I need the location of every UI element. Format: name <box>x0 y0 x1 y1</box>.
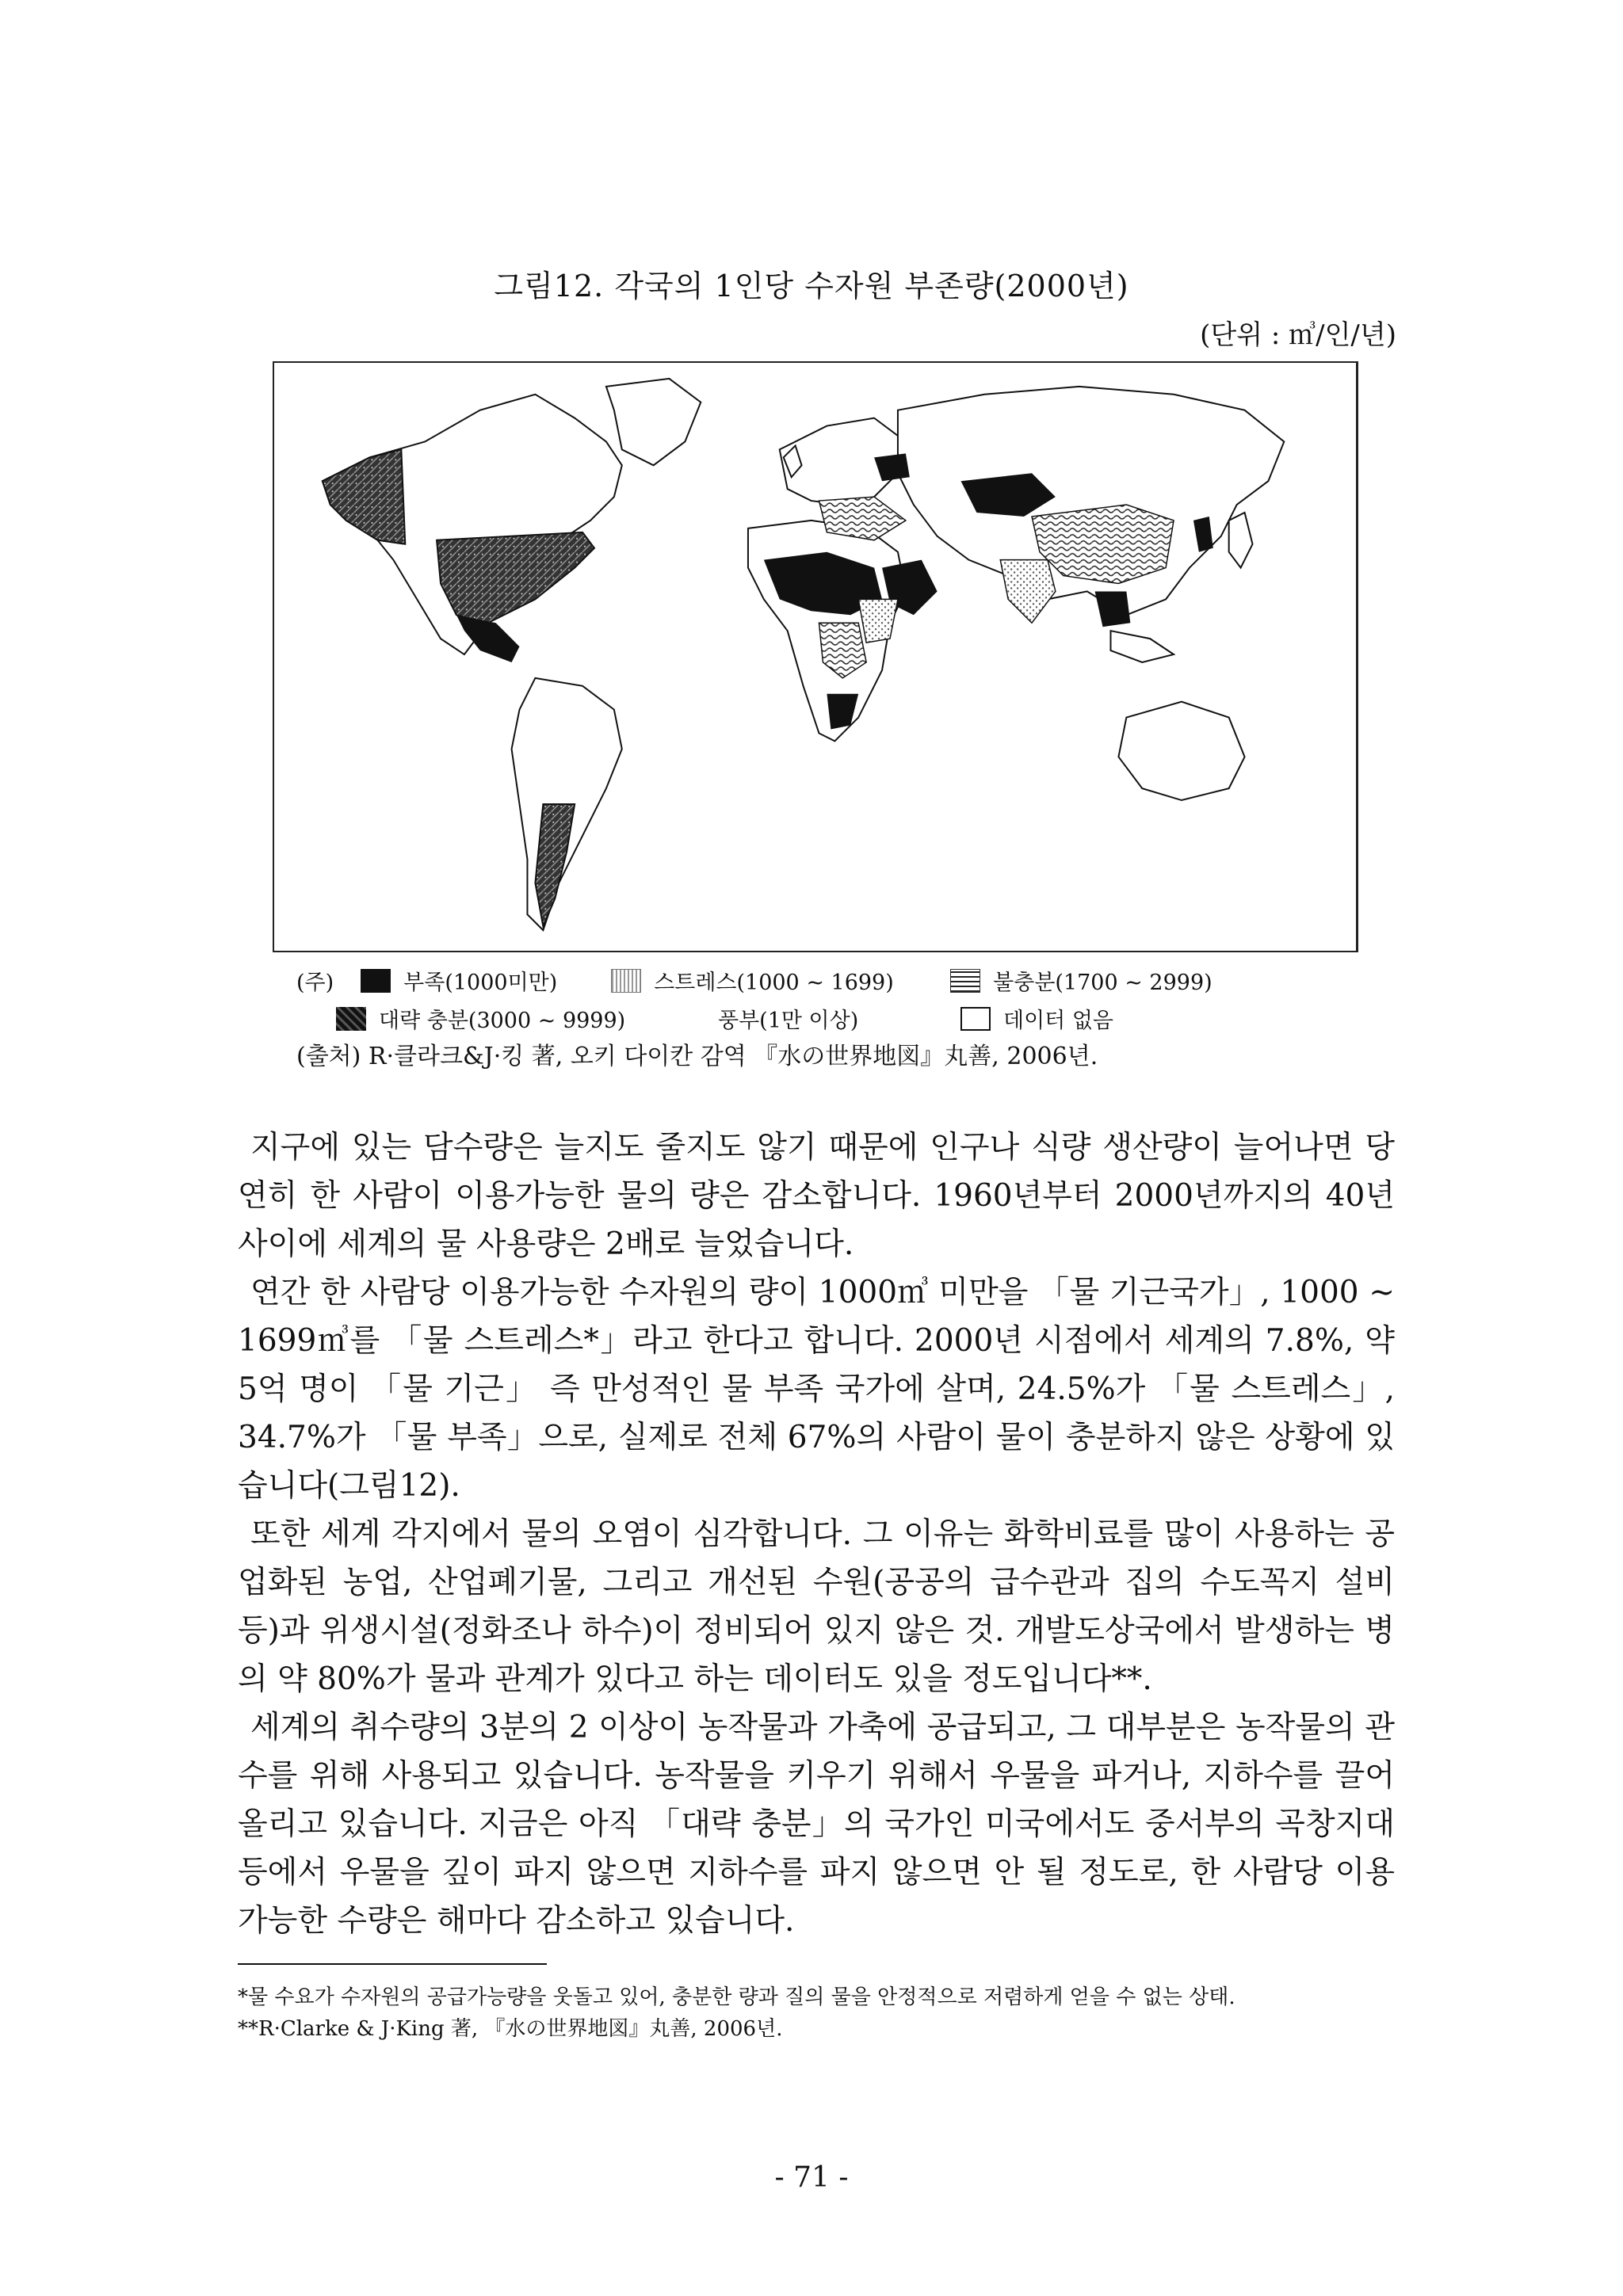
body-paragraph: 지구에 있는 담수량은 늘지도 줄지도 않기 때문에 인구나 식량 생산량이 늘어나면 당연히 한 사람이 이용가능한 물의 량은 감소합니다. 1960년부터 2000년까지의 40년 사이에 세계의 물 사용량은 2배로 늘었습니다. <box>238 1130 1395 1262</box>
world-map-graphic <box>274 363 1356 951</box>
legend-swatch-no-data <box>960 1007 991 1031</box>
body-paragraph: 세계의 취수량의 3분의 2 이상이 농작물과 가축에 공급되고, 그 대부분은 농작물의 관수를 위해 사용되고 있습니다. 농작물을 키우기 위해서 우물을 파거나, 지하수를 끌어올리고 있습니다. 지금은 아직 「대략 충분」의 국가인 미국에서도 중서부의 곡창지대 등에서 우물을 깊이 파지 않으면 지하수를 파지 않으면 안 될 정도로, 한 사람당 이용 가능한 수량은 해마다 감소하고 있습니다. <box>238 1710 1395 1939</box>
figure-source: (출처) R·클라크&J·킹 著, 오키 다이칸 감역 『水の世界地図』丸善, 2006년. <box>296 1043 1098 1070</box>
legend-row-2 <box>336 1003 1113 1034</box>
legend-label-insufficient: 불충분(1700 ~ 2999) <box>993 971 1212 995</box>
legend-label-no-data: 데이터 없음 <box>1003 1009 1113 1033</box>
world-water-map <box>273 361 1358 952</box>
body-paragraph: 연간 한 사람당 이용가능한 수자원의 량이 1000㎥ 미만을 「물 기근국가」, 1000 ~ 1699㎥를 「물 스트레스*」라고 한다고 합니다. 2000년 시점에서 세계의 7.8%, 약 5억 명이 「물 기근」 즉 만성적인 물 부족 국가에 살며, 24.5%가 「물 스트레스」, 34.7%가 「물 부족」으로, 실제로 전체 67%의 사람이 물이 충분하지 않은 상황에 있습니다(그림12). <box>238 1275 1395 1504</box>
footnote-2: **R·Clarke & J·King 著, 『水の世界地図』丸善, 2006년. <box>238 2017 783 2041</box>
figure-unit: (단위 : ㎥/인/년) <box>1200 319 1396 351</box>
legend-note-label: (주) <box>296 971 334 995</box>
legend-row-1 <box>296 965 1212 996</box>
legend-swatch-insufficient <box>950 969 980 993</box>
legend-label-mostly-sufficient: 대략 충분(3000 ~ 9999) <box>379 1009 626 1033</box>
footnote-1: *물 수요가 수자원의 공급가능량을 웃돌고 있어, 충분한 량과 질의 물을 안정적으로 저렴하게 얻을 수 없는 상태. <box>238 1985 1235 2009</box>
legend-label-shortage: 부족(1000미만) <box>403 971 558 995</box>
legend-label-abundant: 풍부(1만 이상) <box>718 1009 859 1033</box>
figure-title: 그림12. 각국의 1인당 수자원 부존량(2000년) <box>494 269 1129 303</box>
legend-swatch-stress <box>611 969 641 993</box>
footnote-divider <box>238 1963 547 1965</box>
page-number: - 71 - <box>774 2161 849 2194</box>
body-paragraph: 또한 세계 각지에서 물의 오염이 심각합니다. 그 이유는 화학비료를 많이 사용하는 공업화된 농업, 산업폐기물, 그리고 개선된 수원(공공의 급수관과 집의 수도꼭지 설비 등)과 위생시설(정화조나 하수)이 정비되어 있지 않은 것. 개발도상국에서 발생하는 병의 약 80%가 물과 관계가 있다고 하는 데이터도 있을 정도입니다**. <box>238 1516 1395 1697</box>
legend-label-stress: 스트레스(1000 ~ 1699) <box>654 971 894 995</box>
legend-swatch-mostly-sufficient <box>336 1007 366 1031</box>
legend-swatch-shortage <box>361 969 391 993</box>
